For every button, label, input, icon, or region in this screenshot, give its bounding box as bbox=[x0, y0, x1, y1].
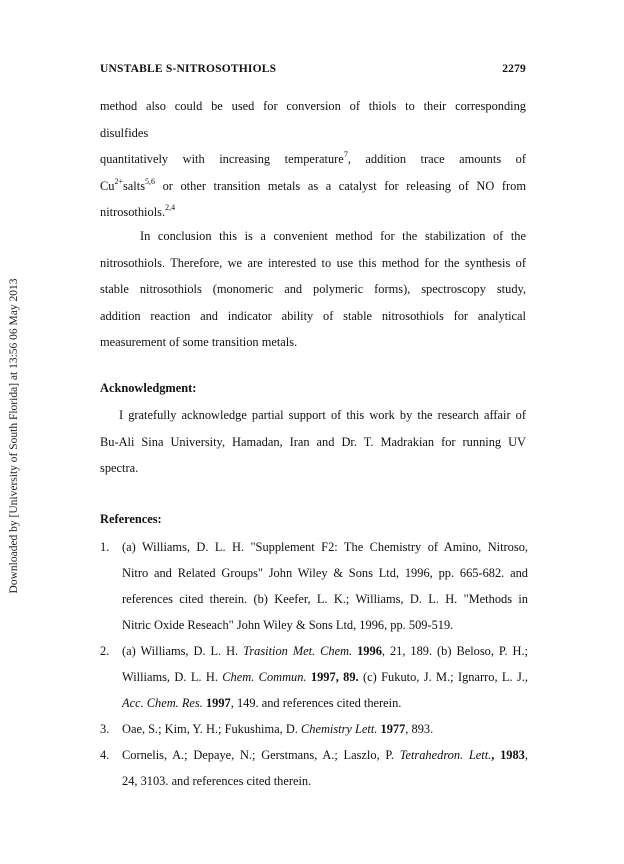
acknowledgment-heading: Acknowledgment: bbox=[100, 381, 197, 395]
text-line: Cornelis, A.; Depaye, N.; Gerstmans, A.; Laszlo, P. Tetrahedron. Lett., 1983, bbox=[122, 748, 528, 762]
running-header bbox=[100, 63, 526, 79]
reference-number: 3. bbox=[100, 722, 110, 736]
text-line: disulfides bbox=[100, 125, 149, 140]
paragraph-methods bbox=[100, 93, 526, 226]
text-line: addition reaction and indicator ability of stable nitrosothiols for analytical bbox=[100, 308, 526, 323]
references-heading: References: bbox=[100, 512, 162, 526]
text-line: stable nitrosothiols (monomeric and polymeric forms), spectroscopy study, bbox=[100, 282, 526, 296]
text-line: method also could be used for conversion of thiols to their corresponding bbox=[100, 99, 526, 113]
text-line: Nitric Oxide Reseach" John Wiley & Sons Ltd, 1996, pp. 509-519. bbox=[122, 618, 454, 632]
paragraph-conclusion bbox=[100, 223, 526, 356]
text-line: $Cu^{2+}salts^{5,6}$ or other transition metals as a catalyst for releasing of NO from bbox=[100, 176, 526, 193]
text-line: (a) Williams, D. L. H. "Supplement F2: The Chemistry of Amino, Nitroso, bbox=[122, 540, 528, 554]
text-line: 24, 3103. and references cited therein. bbox=[122, 774, 312, 788]
paragraph-acknowledgment bbox=[100, 402, 526, 482]
reference-2 bbox=[100, 638, 528, 716]
page-number: 2279 bbox=[502, 63, 526, 75]
text-line: spectra. bbox=[100, 461, 139, 475]
reference-number: 2. bbox=[100, 644, 110, 658]
text-line: nitrosothiols. Therefore, we are interested to use this method for the synthesis of bbox=[100, 255, 526, 270]
text-line: Williams, D. L. H. Chem. Commun. 1997, 89. (c) Fukuto, J. M.; Ignarro, L. J., bbox=[122, 670, 528, 684]
running-title: UNSTABLE S-NITROSOTHIOLS bbox=[100, 63, 277, 75]
text-line: I gratefully acknowledge partial support of this work by the research affair of bbox=[119, 408, 526, 422]
text-line: references cited therein. (b) Keefer, L. K.; Williams, D. L. H. "Methods in bbox=[122, 592, 528, 606]
text-line: Nitro and Related Groups" John Wiley & Sons Ltd, 1996, pp. 665-682. and bbox=[122, 566, 528, 580]
text-line: Bu-Ali Sina University, Hamadan, Iran and Dr. T. Madrakian for running UV bbox=[100, 434, 526, 449]
reference-number: 4. bbox=[100, 748, 110, 762]
text-line: measurement of some transition metals. bbox=[100, 335, 298, 349]
text-line: nitrosothiols.$^{2,4}$ bbox=[100, 203, 176, 219]
download-watermark bbox=[2, 240, 26, 640]
text-line: Oae, S.; Kim, Y. H.; Fukushima, D. Chemistry Lett. 1977, 893. bbox=[122, 722, 434, 736]
text-line: Acc. Chem. Res. 1997, 149. and references cited therein. bbox=[122, 696, 402, 710]
reference-1 bbox=[100, 534, 528, 638]
text-line: In conclusion this is a convenient method for the stabilization of the bbox=[140, 229, 526, 243]
reference-3 bbox=[100, 716, 528, 742]
reference-4 bbox=[100, 742, 528, 794]
reference-number: 1. bbox=[100, 540, 110, 554]
text-line: (a) Williams, D. L. H. Trasition Met. Chem. 1996, 21, 189. (b) Beloso, P. H.; bbox=[122, 644, 528, 658]
download-watermark-text: Downloaded by [University of South Florida] at 13:56 06 May 2013 bbox=[8, 278, 20, 594]
text-line: quantitatively with increasing temperature$^7$, addition trace amounts of bbox=[100, 150, 526, 166]
